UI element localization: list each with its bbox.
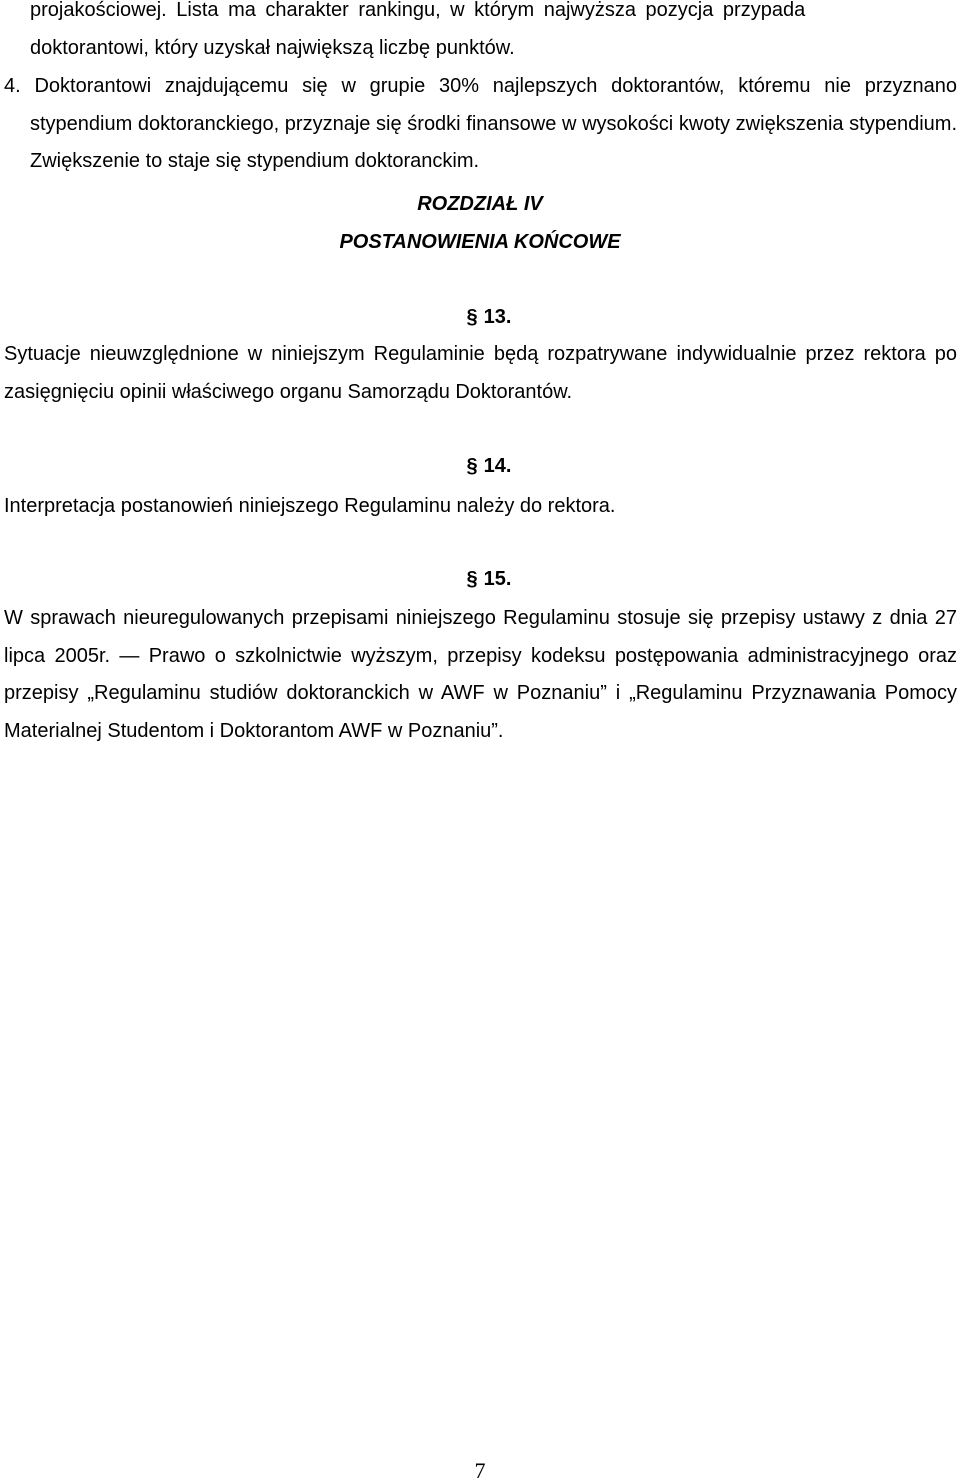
- continuation-line-1: projakościowej. Lista ma charakter rankingu, w którym najwyższa pozycja przypada: [30, 0, 806, 21]
- section-number: 15.: [483, 568, 512, 590]
- section-number: 14.: [483, 455, 512, 477]
- section-number: 13.: [483, 306, 512, 328]
- continuation-line-2: doktorantowi, który uzyskał największą liczbę punktów.: [30, 37, 515, 59]
- section-sign: §: [466, 568, 478, 590]
- page-number: 7: [474, 1458, 486, 1483]
- section-15-heading: [0, 568, 960, 591]
- section-14-text: Interpretacja postanowień niniejszego Regulaminu należy do rektora.: [4, 495, 616, 517]
- section-14-heading: [0, 455, 960, 478]
- point-4-paragraph: 4. Doktorantowi znajdującemu się w grupie 30% najlepszych doktorantów, któremu nie przyznano stypendium doktoranckiego, przyznaje się środki finansowe w wysokości kwoty zwiększenia stypendium. Zwiększenie to staje się stypendium doktoranckim.: [4, 75, 957, 172]
- section-13-text: Sytuacje nieuwzględnione w niniejszym Regulaminie będą rozpatrywane indywidualnie przez rektora po zasięgnięciu opinii właściwego organu Samorządu Doktorantów.: [4, 343, 957, 403]
- section-sign: §: [466, 455, 478, 477]
- chapter-title: POSTANOWIENIA KOŃCOWE: [339, 231, 621, 253]
- chapter-number: ROZDZIAŁ IV: [417, 193, 543, 215]
- section-sign: §: [466, 306, 478, 328]
- section-15-text: W sprawach nieuregulowanych przepisami niniejszego Regulaminu stosuje się przepisy ustawy z dnia 27 lipca 2005r. ― Prawo o szkolnictwie wyższym, przepisy kodeksu postępowania administracyjnego oraz przepisy „Regulaminu studiów doktoranckich w AWF w Poznaniu” i „Regulaminu Przyznawania Pomocy Materialnej Studentom i Doktorantom AWF w Poznaniu”.: [4, 607, 957, 742]
- section-13-heading: [0, 306, 960, 329]
